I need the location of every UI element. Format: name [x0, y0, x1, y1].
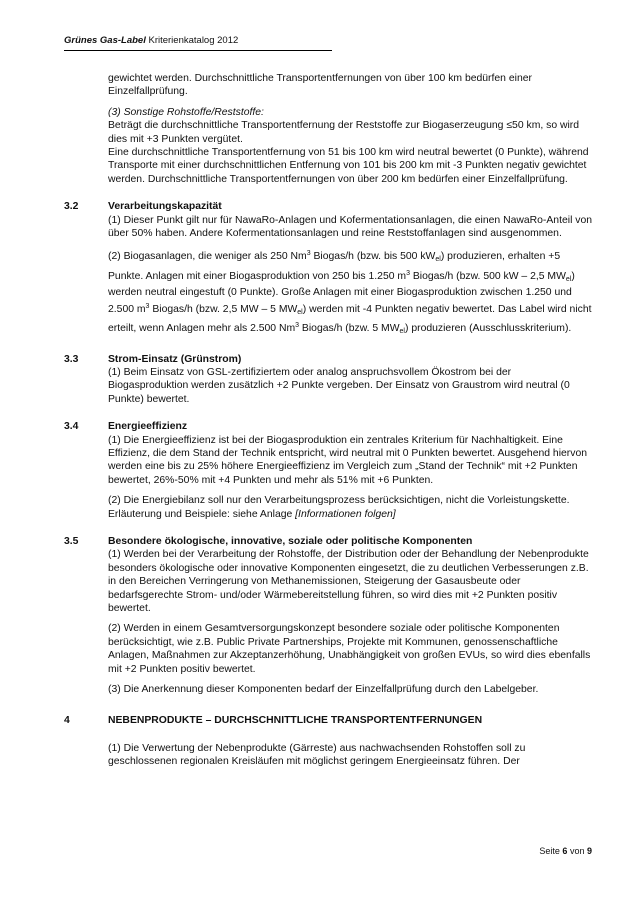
section-title: Besondere ökologische, innovative, soziale oder politische Komponenten — [108, 535, 473, 547]
section-3-4 — [64, 420, 594, 521]
other-materials-title: (3) Sonstige Rohstoffe/Reststoffe: — [108, 106, 264, 118]
section-paragraph: (2) Die Energiebilanz soll nur den Verarbeitungsprozess berücksichtigen, nicht die Vorleistungskette. — [108, 495, 570, 507]
other-materials-text-2: Eine durchschnittliche Transportentfernung von 51 bis 100 km wird neutral bewertet (0 Punkte), während Transporte mit einer durchschnittlichen Entfernung von 101 bis 200 km mit -3 Punkten negativ gewichtet werden. Durchschnittliche Transportentfernungen von über 200 km bedürfen einer Einzelfallprüfung. — [108, 147, 589, 185]
section-number: 3.4 — [64, 421, 79, 433]
section-3-2 — [64, 200, 594, 338]
section-paragraph: (1) Die Verwertung der Nebenprodukte (Gärreste) aus nachwachsenden Rohstoffen soll zu geschlossenen regionalen Kreisläufen mit möglichst geringem Energieeinsatz führen. Der — [108, 742, 526, 768]
section-3-5 — [64, 535, 594, 696]
header-brand: Grünes Gas-Label — [64, 35, 146, 46]
section-paragraph: (3) Die Anerkennung dieser Komponenten bedarf der Einzelfallprüfung durch den Labelgeber. — [108, 684, 539, 696]
page-footer: Seite 6 von 9 — [539, 846, 592, 856]
intro-paragraph: gewichtet werden. Durchschnittliche Transportentfernungen von über 100 km bedürfen einer Einzelfallprüfung. — [108, 73, 532, 98]
section-paragraph: (2) Werden in einem Gesamtversorgungskonzept besondere soziale oder politische Komponenten berücksichtigt, wie z.B. Public Private Partnerships, Projekte mit Kommunen, genossenschaftliche Anlagen, Maßnahmen zur Akzeptanzerhöhung, Unabhängigkeit von großen EVUs, so wird dies ebenfalls mit +2 Punkten positiv bewertet. — [108, 623, 591, 675]
other-materials-text-1: Beträgt die durchschnittliche Transportentfernung der Reststoffe zur Biogaserzeugung ≤50 km, so wird dies mit +3 Punkten vergütet. — [108, 120, 580, 145]
section-number: 3.2 — [64, 201, 79, 213]
section-number: 4 — [64, 715, 70, 727]
document-body — [64, 72, 594, 769]
section-title: NEBENPRODUKTE – DURCHSCHNITTLICHE TRANSPORTENTFERNUNGEN — [108, 715, 483, 727]
current-page: 6 — [562, 846, 568, 856]
section-paragraph: (1) Werden bei der Verarbeitung der Rohstoffe, der Distribution oder der Behandlung der Nebenprodukte besonders ökologische oder innovative Komponenten eingesetzt, die zu deutlichen Verbesserungen z.B. in den Bereichen Verringerung von Methanemissionen, Steigerung der Gasausbeute oder bedarfsgerechte Strom- und/oder Wärmebereitstellung führen, so wird dies mit +2 Punkten positiv bewertet. — [108, 549, 589, 614]
section-3-3 — [64, 353, 594, 407]
section-paragraph-capacity: (2) Biogasanlagen, die weniger als 250 Nm$^3$ Biogas/h (bzw. bis 500 $kW_{el}$) produzieren, erhalten +5 Punkte. Anlagen mit einer Biogasproduktion von 250 bis 1.250 $m^3$ Biogas/h (bzw. 500 kW – 2,5 $MW_{el}$) werden neutral eingestuft (0 Punkte). Große Anlagen mit einer Biogasproduktion zwischen 1.250 und 2.500 $m^3$ Biogas/h (bzw. 2,5 MW – 5 $MW_{el}$) werden mit -4 Punkten negativ bewertet. Das Label wird nicht erteilt, wenn Anlagen mehr als 2.500 Nm$^3$ Biogas/h (bzw. 5 $MW_{el}$) produzieren (Ausschlusskriterium). — [108, 250, 592, 336]
section-paragraph: (1) Beim Einsatz von GSL-zertifiziertem oder analog anspruchsvollem Ökostrom bei der Biogasproduktion werden zusätzlich +2 Punkte vergeben. Der Einsatz von Graustrom wird neutral (0 Punkte) bewertet. — [108, 366, 570, 405]
section-title: Verarbeitungskapazität — [108, 201, 222, 213]
section-title: Energieeffizienz — [108, 421, 188, 433]
header-subtitle: Kriterienkatalog 2012 — [148, 35, 239, 46]
page-header — [64, 35, 332, 51]
section-paragraph-reference: Erläuterung und Beispiele: siehe Anlage [Informationen folgen] — [108, 508, 396, 520]
section-number: 3.3 — [64, 353, 79, 365]
section-title: Strom-Einsatz (Grünstrom) — [108, 353, 242, 365]
section-paragraph: (1) Die Energieeffizienz ist bei der Biogasproduktion ein zentrales Kriterium für Nachhaltigkeit. Eine Effizienz, die dem Stand der Technik entspricht, wird neutral mit 0 Punkten bewertet. Ausgehend hiervon werden eine bis zu 25% höhere Energieeffizienz im Vergleich zum „Stand der Technik“ mit +2 Punkten bewertet, 26%-50% mit +4 Punkten und mehr als 51% mit +6 Punkten. — [108, 434, 588, 486]
section-paragraph: (1) Dieser Punkt gilt nur für NawaRo-Anlagen und Kofermentationsanlagen, die einen NawaRo-Anteil von über 50% haben. Andere Kofermentationsanlagen und reine Reststoffanlagen sind ausgenommen. — [108, 214, 593, 240]
total-pages: 9 — [586, 846, 592, 856]
section-4 — [64, 714, 594, 768]
section-number: 3.5 — [64, 535, 79, 547]
